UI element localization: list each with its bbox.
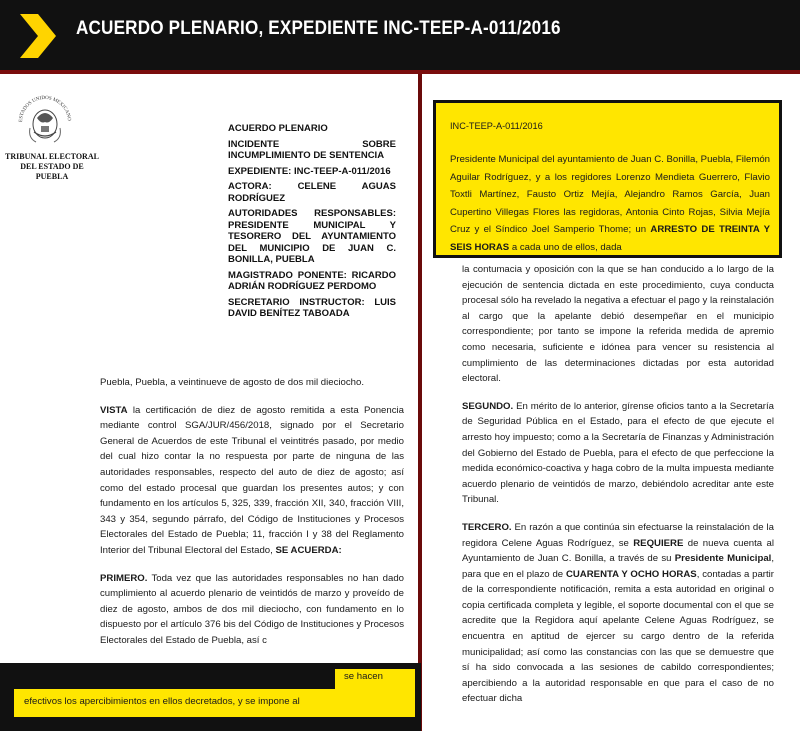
mexican-coat-of-arms-icon bbox=[14, 88, 76, 150]
case-metadata bbox=[228, 123, 396, 324]
tercero-paragraph bbox=[462, 520, 774, 707]
highlight-text-2: efectivos los apercibimientos en ellos decretados, y se impone al bbox=[24, 696, 300, 707]
primero-lead: PRIMERO. bbox=[100, 572, 148, 584]
segundo-lead: SEGUNDO. bbox=[462, 400, 514, 412]
primero-text: Toda vez que las autoridades responsables no han dado cumplimiento al acuerdo plenario de veintidós de marzo y proveído de diez de agosto, ambos de dos mil dieciocho, con fundamento en lo dispuesto por el artículo 376 bis del Código de Instituciones y Procesos Electorales del Estado de Puebla, así c bbox=[100, 572, 404, 646]
meta-expediente: EXPEDIENTE: INC-TEEP-A-011/2016 bbox=[228, 165, 391, 177]
vista-paragraph bbox=[100, 403, 404, 559]
tribunal-line1: TRIBUNAL ELECTORAL bbox=[5, 152, 99, 161]
box-arrest: ARRESTO DE TREINTA Y SEIS HORAS bbox=[450, 224, 770, 253]
tercero-text-b: de nueva cuenta al Ayuntamiento de Juan C. Bonilla, a través de su bbox=[462, 537, 774, 565]
left-page-body bbox=[100, 375, 404, 661]
right-page-body bbox=[462, 262, 774, 719]
tercero-text-c: , para que en el plazo de bbox=[462, 553, 774, 580]
box-case-number: INC-TEEP-A-011/2016 bbox=[450, 121, 543, 131]
vista-text: la certificación de diez de agosto remitida a esta Ponencia mediante control SGA/JUR/456/2018, signado por el Secretario General de Acuerdos de este Tribunal el veintitrés pasado, por medio del cual hizo contar la no respuesta por parte de ninguna de las autoridades responsables, respecto del auto de diez de agosto; así como del estado procesal que guardan los presentes autos; y con fundamento en los artículos 5, 325, 339, fracción XII, 340, fracción VIII, 343 y 354, segundo párrafo, del Código de Instituciones y Procesos Electorales del Estado de Puebla; 11, fracción I y 38 del Reglamento Interior del Tribunal Electoral del Estado, bbox=[100, 404, 404, 556]
banner-title: ACUERDO PLENARIO, EXPEDIENTE INC-TEEP-A-011/2016 bbox=[76, 18, 561, 39]
right-highlight-box bbox=[433, 100, 782, 258]
contumacia-paragraph: la contumacia y oposición con la que se han conducido a lo largo de la ejecución de sentencia dictada en este procedimiento, cuya conducta procesal sólo ha revelado la negativa a efectuar el pago y la reinstalación al cargo que la apelante debió desempeñar en el municipio correspondiente; por tanto se impone la referida medida de apremio como necesaria, suficiente e idónea para vencer su resistencia al cumplimiento de las determinaciones dictadas por esta autoridad electoral. bbox=[462, 264, 774, 385]
tribunal-name bbox=[4, 152, 100, 182]
tercero-text-d: , contadas a partir de la correspondiente notificación, remita a esta autoridad en original o copia certificada completa y legible, el soporte documental con el que se acredite que la Regidora aquí apelante Celene Aguas Rodríguez, se encuentra en aptitud de ejercer su cargo dentro de la referida municipalidad; así como las constancias con las que se demuestre que sí ha sido convocada a las sesiones de cabildo correspondientes; apercibiendo a la autoridad responsable en que para el caso de no efectuar dicha bbox=[462, 568, 774, 705]
tercero-text-a: En razón a que continúa sin efectuarse la reinstalación de la regidora Celene Aguas Rodríguez, se bbox=[462, 521, 774, 549]
tercero-presidente: Presidente Municipal bbox=[674, 553, 772, 565]
meta-incident: INCIDENTE SOBRE INCUMPLIMIENTO DE SENTENCIA bbox=[228, 138, 396, 161]
tercero-requiere: REQUIERE bbox=[633, 537, 684, 549]
meta-autoridades: AUTORIDADES RESPONSABLES: PRESIDENTE MUNICIPAL Y TESORERO DEL AYUNTAMIENTO DEL MUNICIPIO DE JUAN C. BONILLA, PUEBLA bbox=[228, 208, 396, 265]
banner-underline bbox=[0, 70, 800, 74]
meta-actora: ACTORA: CELENE AGUAS RODRÍGUEZ bbox=[228, 181, 396, 204]
vista-lead: VISTA bbox=[100, 404, 128, 416]
date-line: Puebla, Puebla, a veintinueve de agosto de dos mil dieciocho. bbox=[100, 377, 365, 388]
primero-paragraph bbox=[100, 571, 404, 649]
highlight-text-1: se hacen bbox=[344, 671, 383, 682]
box-text bbox=[450, 151, 770, 257]
meta-title: ACUERDO PLENARIO bbox=[228, 123, 328, 134]
seal-arc-text: ESTADOS UNIDOS MEXICANO bbox=[18, 95, 72, 123]
tercero-lead: TERCERO. bbox=[462, 521, 512, 533]
tribunal-line2: DEL ESTADO DE PUEBLA bbox=[20, 162, 84, 181]
tercero-horas: CUARENTA Y OCHO HORAS bbox=[565, 568, 697, 580]
box-body: Presidente Municipal del ayuntamiento de Juan C. Bonilla, Puebla, Filemón Aguilar Rodríguez, y a los regidores Lorenzo Mendieta Guerrero, Flavio Toxtli Martínez, Fausto Ortiz Mejía, Alejandro Ramos García, Juan Cupertino Villegas Flores las regidoras, Antonia Cinto Rojas, Silvia Mejía Cruz y el Síndico Joel Samperio Thome; un bbox=[450, 154, 770, 236]
header-banner bbox=[0, 0, 800, 70]
chevron-right-icon bbox=[18, 14, 58, 58]
box-end: a cada uno de ellos, dada bbox=[509, 241, 622, 253]
vista-end: SE ACUERDA: bbox=[275, 544, 342, 556]
segundo-text: En mérito de lo anterior, gírense oficios tanto a la Secretaría de Seguridad Pública en el Estado, para el efecto de que ejecute el arresto hoy impuesto; como a la Secretaría de Finanzas y Administración del Gobierno del Estado de Puebla, para el efecto de que perfeccione la medida económico-coactiva y haga cobro de la multa impuesta mediante acuerdo plenario de veintidós de marzo, debiéndolo acreditar ante este Tribunal. bbox=[462, 400, 774, 506]
meta-magistrado: MAGISTRADO PONENTE: RICARDO ADRIÁN RODRÍGUEZ PERDOMO bbox=[228, 269, 396, 292]
meta-secretario: SECRETARIO INSTRUCTOR: LUIS DAVID BENÍTEZ TABOADA bbox=[228, 296, 396, 319]
page-divider bbox=[418, 74, 422, 731]
segundo-paragraph bbox=[462, 399, 774, 508]
left-highlight-callout bbox=[0, 663, 421, 731]
